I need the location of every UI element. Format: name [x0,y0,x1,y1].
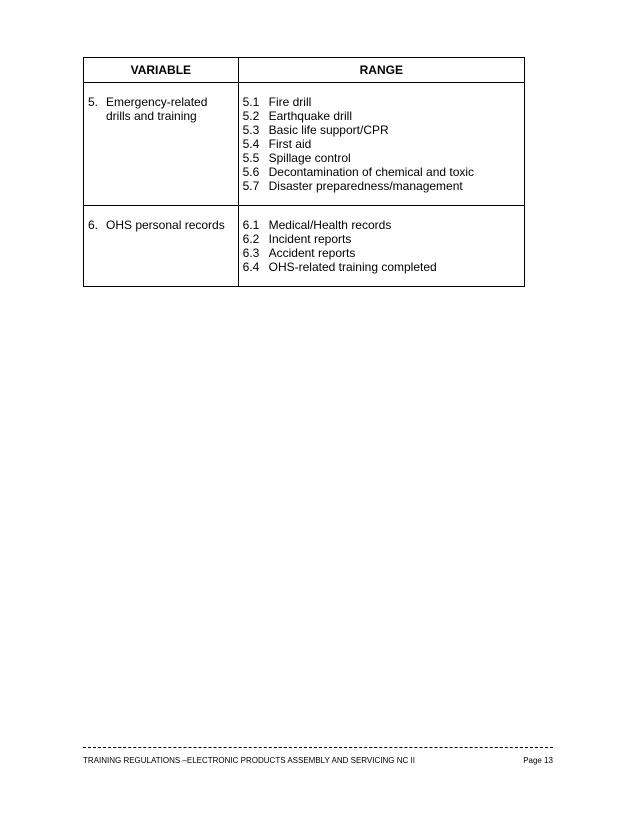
range-number: 5.5 [242,151,260,165]
range-cell [238,83,524,206]
variable-number: 5. [88,95,99,109]
range-text: Fire drill [268,95,312,109]
range-number: 5.7 [242,179,260,193]
list-item [243,218,520,232]
table-row [84,83,525,206]
range-column-header: RANGE [238,58,524,83]
range-number: 5.3 [242,123,260,137]
range-text: Decontamination of chemical and toxic [268,165,475,179]
list-item [243,151,520,165]
table-row [84,206,525,287]
footer-divider [83,747,553,748]
range-number: 5.1 [242,95,260,109]
range-text: Spillage control [268,151,351,165]
variable-cell [84,206,239,287]
range-number: 6.2 [242,232,260,246]
range-text: OHS-related training completed [268,260,437,274]
variable-name: OHS personal records [106,218,225,232]
page-footer [83,756,553,766]
range-text: Disaster preparedness/management [268,179,463,193]
footer-title: TRAINING REGULATIONS –ELECTRONIC PRODUCTS ASSEMBLY AND SERVICING NC II [83,756,415,765]
list-item [243,165,520,179]
variable-range-table [83,57,525,287]
range-text: Incident reports [268,232,352,246]
range-cell [238,206,524,287]
list-item [243,232,520,246]
range-number: 5.2 [242,109,260,123]
range-number: 6.4 [242,260,260,274]
list-item [243,179,520,193]
list-item [243,137,520,151]
range-number: 6.3 [242,246,260,260]
page-number: Page 13 [523,756,553,765]
list-item [243,109,520,123]
list-item [243,260,520,274]
range-list [243,95,520,193]
range-number: 5.4 [242,137,260,151]
range-text: First aid [268,137,312,151]
variable-name: Emergency-related drills and training [106,95,208,123]
range-list [243,218,520,274]
range-number: 5.6 [242,165,260,179]
range-number: 6.1 [242,218,260,232]
range-text: Medical/Health records [268,218,392,232]
range-text: Accident reports [268,246,356,260]
variable-cell [84,83,239,206]
list-item [243,246,520,260]
range-text: Basic life support/CPR [268,123,389,137]
list-item [243,123,520,137]
variable-number: 6. [88,218,99,232]
variable-column-header: VARIABLE [84,58,239,83]
list-item [243,95,520,109]
range-text: Earthquake drill [268,109,352,123]
table-header-row [84,58,525,83]
